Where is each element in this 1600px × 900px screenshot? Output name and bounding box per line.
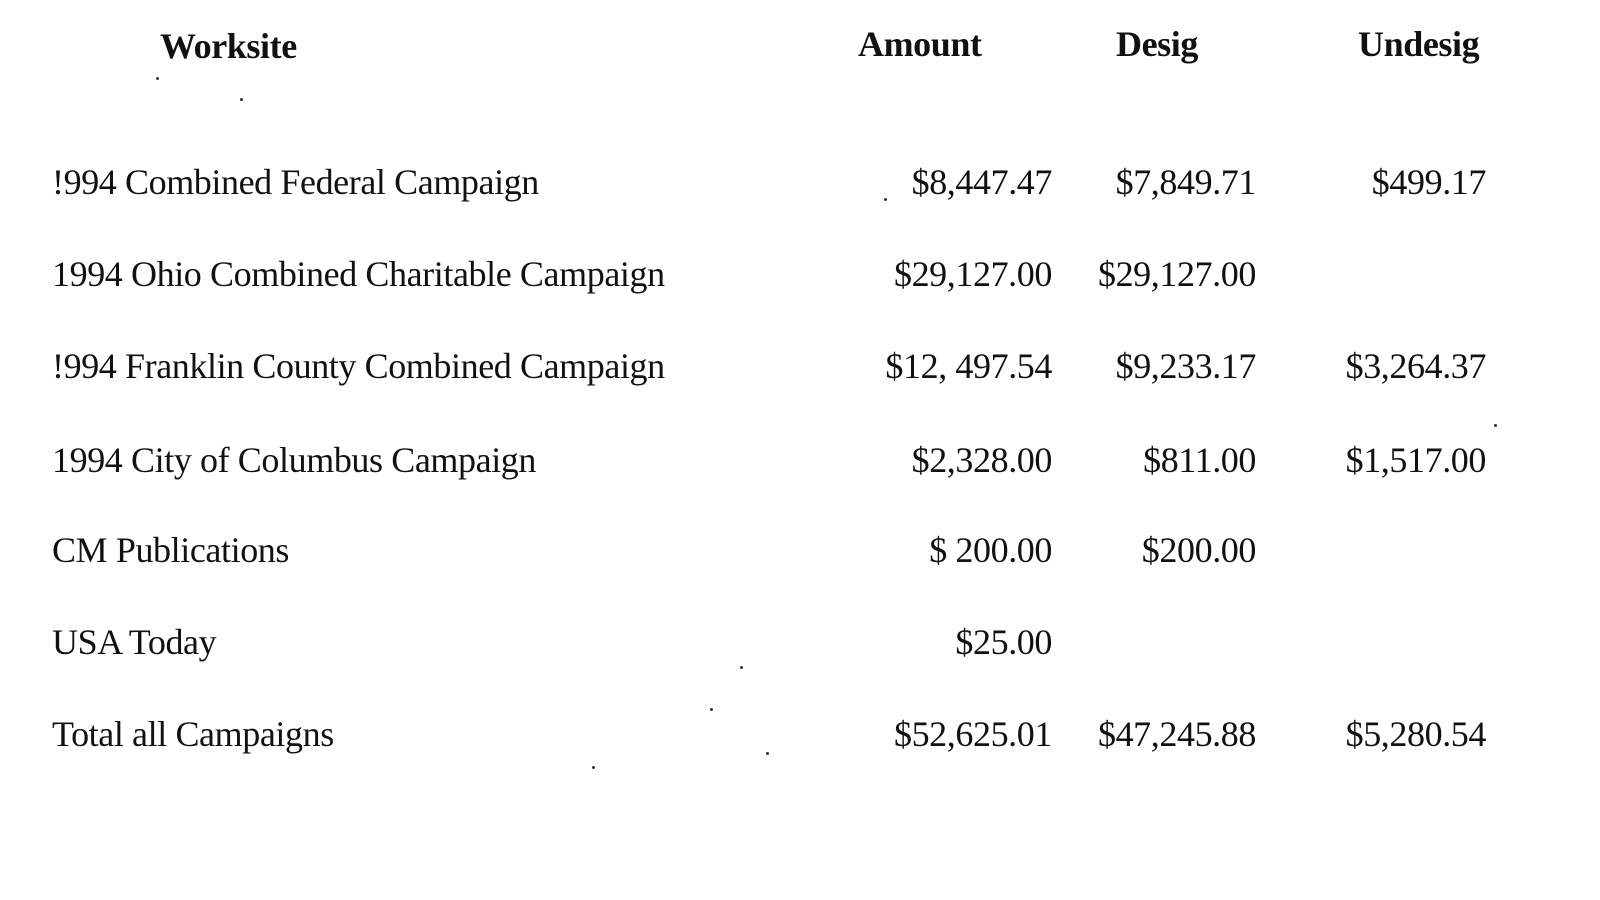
scan-speck: [766, 752, 769, 755]
row-amount: $8,447.47: [911, 162, 1052, 202]
header-undesig: Undesig: [1358, 24, 1480, 64]
scan-speck: [592, 766, 595, 769]
scan-speck: [1494, 424, 1497, 427]
total-amount: $52,625.01: [893, 714, 1052, 754]
header-desig: Desig: [1116, 24, 1198, 64]
scan-speck: [240, 98, 243, 101]
row-worksite: 1994 City of Columbus Campaign: [52, 440, 537, 480]
scan-speck: [884, 198, 887, 201]
row-desig: $29,127.00: [1097, 254, 1256, 294]
row-desig: $811.00: [1143, 440, 1256, 480]
total-label: Total all Campaigns: [52, 714, 334, 754]
row-worksite: CM Publications: [52, 530, 290, 570]
row-amount: $12, 497.54: [885, 346, 1052, 386]
total-desig: $47,245.88: [1097, 714, 1256, 754]
header-amount: Amount: [858, 24, 982, 64]
row-desig: $9,233.17: [1115, 346, 1256, 386]
total-undesig: $5,280.54: [1345, 714, 1486, 754]
row-amount: $ 200.00: [929, 530, 1052, 570]
scan-speck: [740, 666, 743, 669]
row-desig: $200.00: [1141, 530, 1256, 570]
row-undesig: $499.17: [1371, 162, 1486, 202]
row-amount: $29,127.00: [893, 254, 1052, 294]
scan-speck: [156, 77, 159, 80]
row-undesig: $3,264.37: [1345, 346, 1486, 386]
row-amount: $2,328.00: [911, 440, 1052, 480]
row-worksite: USA Today: [52, 622, 217, 662]
row-undesig: $1,517.00: [1345, 440, 1486, 480]
row-worksite: 1994 Ohio Combined Charitable Campaign: [52, 254, 665, 294]
row-worksite: !994 Franklin County Combined Campaign: [52, 346, 665, 386]
header-worksite: Worksite: [160, 26, 297, 66]
row-desig: $7,849.71: [1115, 162, 1256, 202]
scan-speck: [710, 708, 713, 711]
row-worksite: !994 Combined Federal Campaign: [52, 162, 539, 202]
row-amount: $25.00: [955, 622, 1052, 662]
